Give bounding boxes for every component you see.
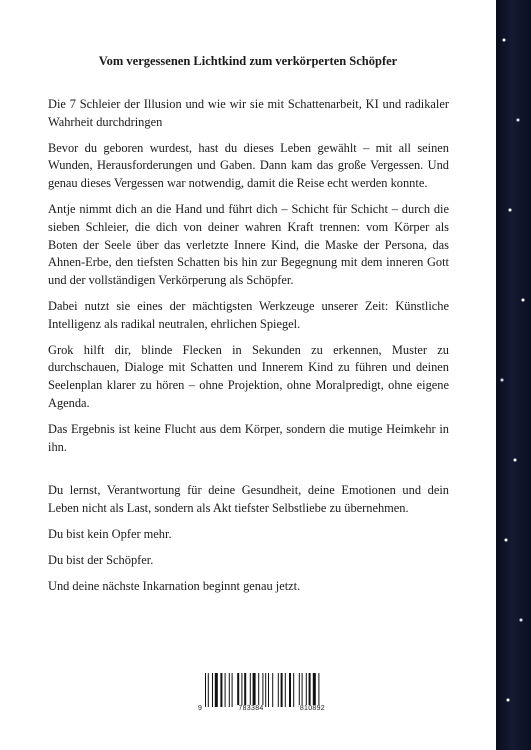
barcode-bars — [197, 672, 326, 708]
blurb-paragraph: Dabei nutzt sie eines der mächtigsten Werkzeuge unserer Zeit: Künstliche Intelligenz als radikal neutralen, ehrlichen Spiegel. — [48, 298, 449, 331]
subtitle-paragraph: Die 7 Schleier der Illusion und wie wir sie mit Schattenarbeit, KI und radikaler Wahrheit durchdringen — [48, 97, 449, 129]
blurb-paragraph: Bevor du geboren wurdest, hast du dieses Leben gewählt – mit all seinen Wunden, Herausforderungen und Gaben. Dann kam das große Vergessen. Und genau dieses Vergessen war notwendig, damit die Reise echt werden konnte. — [48, 140, 449, 191]
isbn-barcode — [197, 672, 326, 716]
blurb-paragraph: Antje nimmt dich an die Hand und führt dich – Schicht für Schicht – durch die sieben Schleier, die dich von deiner wahren Kraft trennen: vom Körper als Boten der Seele über das verletzte Innere Kind, die Maske der Persona, das Ahnen-Erbe, den tiefsten Schatten bis hin zur Begegnung mit dem inneren Gott und der vollständigen Verkörperung als Schöpfer. — [48, 201, 449, 288]
barcode-digit-group: 9 — [198, 705, 203, 712]
blurb-text — [48, 96, 449, 603]
blurb-paragraph: Das Ergebnis ist keine Flucht aus dem Körper, sondern die mutige Heimkehr in ihn. — [48, 421, 449, 454]
barcode-digits — [197, 705, 326, 712]
book-title: Vom vergessenen Lichtkind zum verkörperten Schöpfer — [98, 54, 398, 68]
blurb-paragraph: Grok hilft dir, blinde Flecken in Sekunden zu erkennen, Muster zu durchschauen, Dialoge mit Schatten und Innerem Kind zu führen und deinen Seelenplan klarer zu hören – ohne Projektion, ohne Moralpredigt, ohne eigene Agenda. — [48, 342, 449, 410]
barcode-digit-group: 783384 — [238, 705, 264, 712]
blurb-paragraph: Du lernst, Verantwortung für deine Gesundheit, deine Emotionen und dein Leben nicht als Last, sondern als Akt tiefster Selbstliebe zu übernehmen. — [48, 483, 449, 516]
closing-line: Und deine nächste Inkarnation beginnt genau jetzt. — [48, 578, 301, 593]
barcode-digit-group: 810892 — [299, 705, 325, 712]
closing-line: Du bist kein Opfer mehr. — [48, 526, 172, 541]
starfield-spine-image — [496, 0, 531, 750]
closing-line: Du bist der Schöpfer. — [48, 552, 154, 567]
